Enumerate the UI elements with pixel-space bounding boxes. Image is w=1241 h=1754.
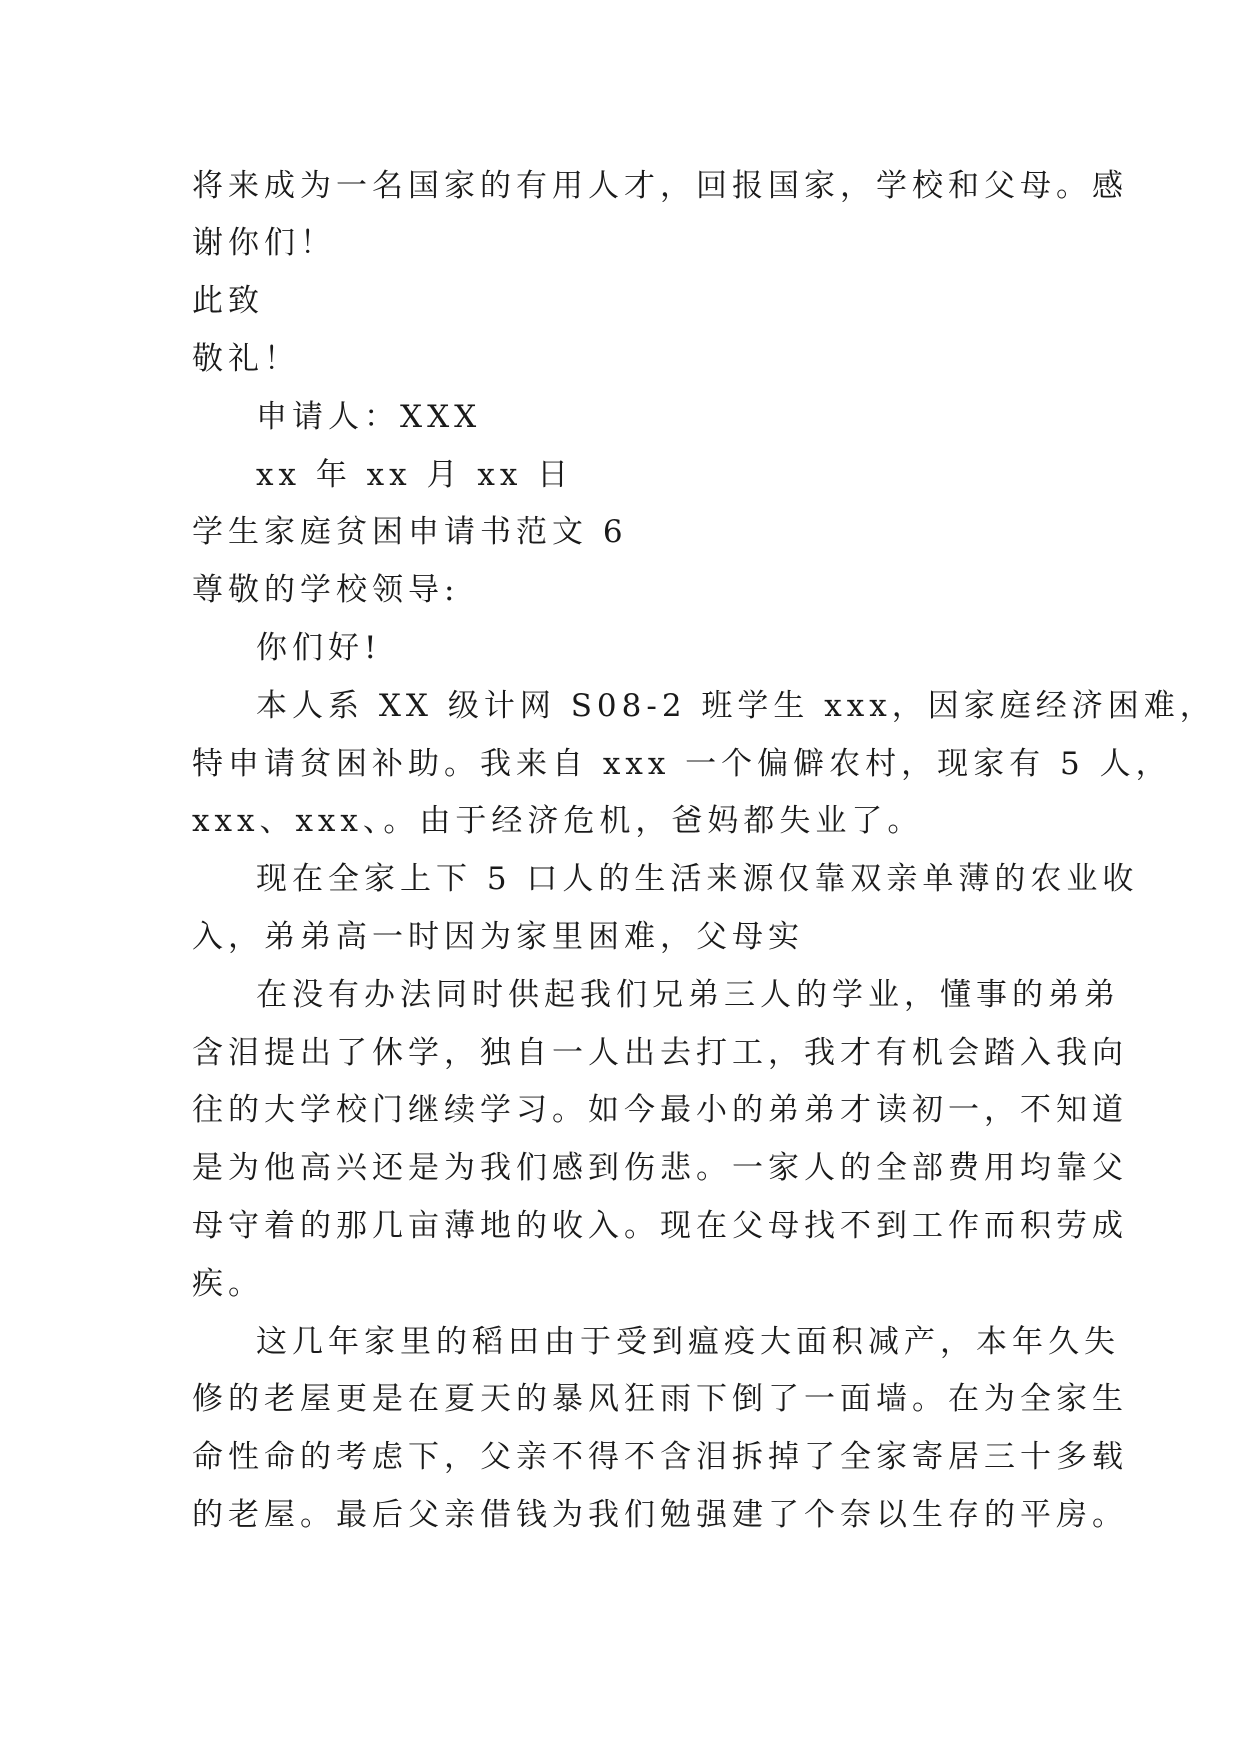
text-line: 将来成为一名国家的有用人才，回报国家，学校和父母。感 — [192, 168, 1128, 204]
text-line: 特申请贫困补助。我来自 xxx 一个偏僻农村，现家有 5 人， — [192, 746, 1172, 782]
section-title: 学生家庭贫困申请书范文 6 — [192, 514, 628, 550]
text-line: 的老屋。最后父亲借钱为我们勉强建了个奈以生存的平房。 — [192, 1497, 1128, 1533]
closing-line: 此致 — [192, 283, 264, 319]
text-line: 疾。 — [192, 1266, 264, 1302]
text-line: 往的大学校门继续学习。如今最小的弟弟才读初一，不知道 — [192, 1092, 1128, 1128]
text-line: 修的老屋更是在夏天的暴风狂雨下倒了一面墙。在为全家生 — [192, 1381, 1128, 1417]
text-line: 本人系 XX 级计网 S08-2 班学生 xxx，因家庭经济困难， — [256, 688, 1216, 724]
text-line: 这几年家里的稻田由于受到瘟疫大面积减产，本年久失 — [256, 1324, 1120, 1360]
text-line: 母守着的那几亩薄地的收入。现在父母找不到工作而积劳成 — [192, 1208, 1128, 1244]
text-line: 入，弟弟高一时因为家里困难，父母实 — [192, 919, 804, 955]
text-line: 现在全家上下 5 口人的生活来源仅靠双亲单薄的农业收 — [256, 861, 1139, 897]
date-line: xx 年 xx 月 xx 日 — [256, 457, 574, 493]
salutation-line: 尊敬的学校领导: — [192, 572, 460, 608]
text-line: 命性命的考虑下，父亲不得不含泪拆掉了全家寄居三十多载 — [192, 1439, 1128, 1475]
greeting-line: 你们好! — [256, 630, 382, 666]
text-line: xxx、xxx、。由于经济危机，爸妈都失业了。 — [192, 803, 924, 839]
text-line: 在没有办法同时供起我们兄弟三人的学业，懂事的弟弟 — [256, 977, 1120, 1013]
text-line: 谢你们！ — [192, 225, 336, 261]
applicant-line: 申请人：XXX — [256, 399, 482, 435]
text-line: 是为他高兴还是为我们感到伤悲。一家人的全部费用均靠父 — [192, 1150, 1128, 1186]
closing-line: 敬礼！ — [192, 341, 300, 377]
text-line: 含泪提出了休学，独自一人出去打工，我才有机会踏入我向 — [192, 1035, 1128, 1071]
